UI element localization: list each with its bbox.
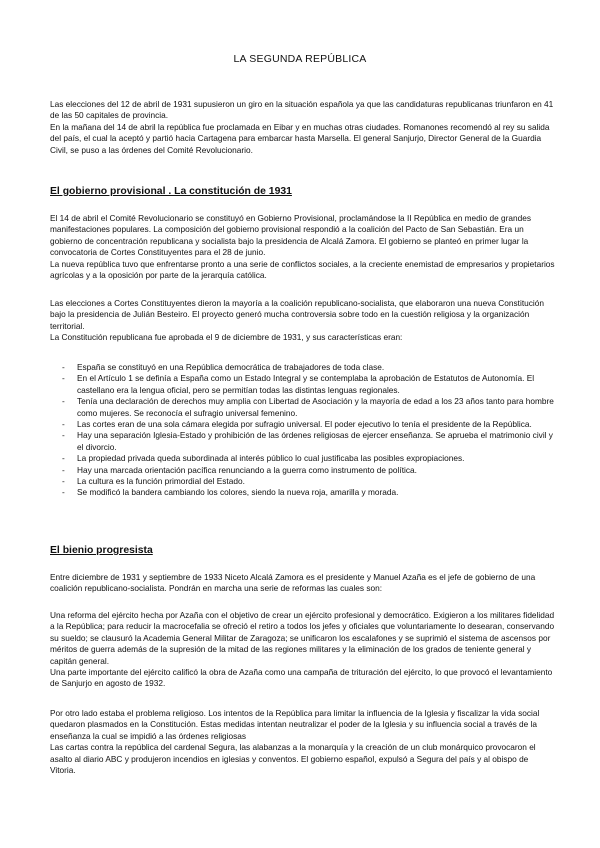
list-item bbox=[50, 476, 555, 487]
section-heading-progressive-biennium: El bienio progresista bbox=[50, 545, 153, 556]
list-item bbox=[50, 465, 555, 476]
list-item-text: España se constituyó en una República democrática de trabajadores de toda clase. bbox=[77, 362, 385, 372]
list-dash: - bbox=[62, 464, 65, 475]
list-item-text: La propiedad privada queda subordinada al interés público lo cual justificaba las posibles expropiaciones. bbox=[77, 453, 465, 464]
list-item bbox=[50, 396, 555, 419]
religious-problem-block bbox=[50, 708, 555, 776]
list-item-text: En el Artículo 1 se definía a España como un Estado Integral y se contemplaba la aprobación de Estatutos de Autonomía. El castellano era la lengua oficial, pero se permitían todas las distintas lenguas regionales. bbox=[77, 373, 535, 395]
list-item bbox=[50, 487, 555, 498]
intro-paragraph-elections: Las elecciones del 12 de abril de 1931 supusieron un giro en la situación española ya que las candidaturas republicanas triunfaron en 41 de las 50 capitales de provincia. bbox=[50, 99, 554, 121]
list-dash: - bbox=[62, 362, 65, 372]
intro-paragraph-proclamation: En la mañana del 14 de abril la república fue proclamada en Eibar y en muchas otras ciudades. Romanones recomendó al rey su salida del país, el cual la aceptó y partió hacia Cartagena para embarcar hasta Marsella. El general Sanjurjo, Director General de la Guardia Civil, se puso a las órdenes del Comité Revolucionario. bbox=[50, 121, 550, 155]
provisional-government-block bbox=[50, 213, 555, 281]
paragraph-azana-government: Entre diciembre de 1931 y septiembre de 1933 Niceto Alcalá Zamora es el presidente y Manuel Azaña es el jefe de gobierno de una coalición republicano-socialista. Pondrán en marcha una serie de reformas las cuales son: bbox=[50, 572, 536, 594]
paragraph-sanjurjo-uprising: Una parte importante del ejército calificó la obra de Azaña como una campaña de trituración del ejército, lo que provocó el levantamiento de Sanjurjo en agosto de 1932. bbox=[50, 667, 553, 689]
list-item-text: Hay una marcada orientación pacífica renunciando a la guerra como instrumento de política. bbox=[77, 464, 417, 475]
section-heading-provisional-government: El gobierno provisional . La constitución de 1931 bbox=[50, 186, 292, 197]
list-item-text: Se modificó la bandera cambiando los colores, siendo la nueva roja, amarilla y morada. bbox=[77, 487, 399, 498]
list-item bbox=[50, 453, 555, 464]
paragraph-religious-problem: Por otro lado estaba el problema religioso. Los intentos de la República para limitar la influencia de la Iglesia y fiscalizar la vida social quedaron plasmados en la Constitución. Estas medidas intentan neutralizar el poder de la Iglesia y su influencia social a través de la enseñanza la cual se impidió a las órdenes religiosas bbox=[50, 708, 540, 741]
list-item bbox=[50, 419, 555, 430]
list-item bbox=[50, 362, 555, 373]
constitution-features-list bbox=[50, 362, 555, 499]
list-item-text: Tenía una declaración de derechos muy amplia con Libertad de Asociación y la mayoría de edad a los 23 años tanto para hombre como mujeres. Se reconocía el sufragio universal femenino. bbox=[77, 396, 554, 418]
paragraph-cardinal-segura: Las cartas contra la república del cardenal Segura, las alabanzas a la monarquía y la creación de un club monárquico provocaron el asalto al diario ABC y produjeron incendios en iglesias y conventos. El gobierno español, expulsó a Segura del país y al obispo de Vitoria. bbox=[50, 742, 536, 776]
list-item-text: La cultura es la función primordial del Estado. bbox=[77, 476, 245, 487]
paragraph-constituent-elections: Las elecciones a Cortes Constituyentes dieron la mayoría a la coalición republicano-socialista, que elaboraron una nueva Constitución bajo la presidencia de Julián Besteiro. El proyecto generó mucha controversia sobre todo en la cuestión religiosa y la organización territorial. bbox=[50, 298, 544, 331]
intro-block bbox=[50, 99, 555, 156]
army-reform-block bbox=[50, 610, 555, 690]
paragraph-provisional-government: El 14 de abril el Comité Revolucionario se constituyó en Gobierno Provisional, proclamándose la II República en medio de grandes manifestaciones populares. La composición del gobierno provisional respondió a la coalición del Pacto de San Sebastián. Era un gobierno de concentración republicana y socialista bajo la presidencia de Alcalá Zamora. El gobierno se planteó en primer lugar la convocatoria de Cortes Constituyentes para el 28 de junio. bbox=[50, 213, 532, 258]
document-title: LA SEGUNDA REPÚBLICA bbox=[233, 53, 367, 65]
list-dash: - bbox=[62, 419, 65, 430]
list-item-text: Las cortes eran de una sola cámara elegida por sufragio universal. El poder ejecutivo lo tenía el presidente de la República. bbox=[77, 419, 532, 430]
list-dash: - bbox=[62, 487, 65, 498]
constitution-block bbox=[50, 298, 555, 344]
list-item-text: Hay una separación Iglesia-Estado y prohibición de las órdenes religiosas de ejercer enseñanza. Se aprueba el matrimonio civil y el divorcio. bbox=[77, 430, 553, 452]
list-dash: - bbox=[62, 453, 65, 464]
list-dash: - bbox=[62, 430, 65, 441]
list-dash: - bbox=[62, 476, 65, 487]
list-item bbox=[50, 430, 555, 453]
list-dash: - bbox=[62, 396, 65, 407]
paragraph-social-conflicts: La nueva república tuvo que enfrentarse pronto a una serie de conflictos sociales, a la creciente enemistad de empresarios y propietarios agrícolas y a la oposición por parte de la jerarquía católica. bbox=[50, 258, 555, 281]
progressive-biennium-intro bbox=[50, 572, 555, 595]
list-item bbox=[50, 373, 555, 396]
paragraph-army-reform: Una reforma del ejército hecha por Azaña con el objetivo de crear un ejército profesional y democrático. Exigieron a los militares fidelidad a la República; para reducir la macrocefalia se ofreció el retiro a todos los jefes y oficiales que voluntariamente lo desearan, conservando su sueldo; se clausuró la Academia General Militar de Zaragoza; se unificaron los escalafones y se suprimió el sistema de ascensos por méritos de guerra además de la supresión de la mitad de las regiones militares y la eliminación de los grados de teniente general y capitán general. bbox=[50, 610, 555, 666]
list-dash: - bbox=[62, 373, 65, 384]
paragraph-constitution-approval: La Constitución republicana fue aprobada el 9 de diciembre de 1931, y sus características eran: bbox=[50, 332, 403, 343]
